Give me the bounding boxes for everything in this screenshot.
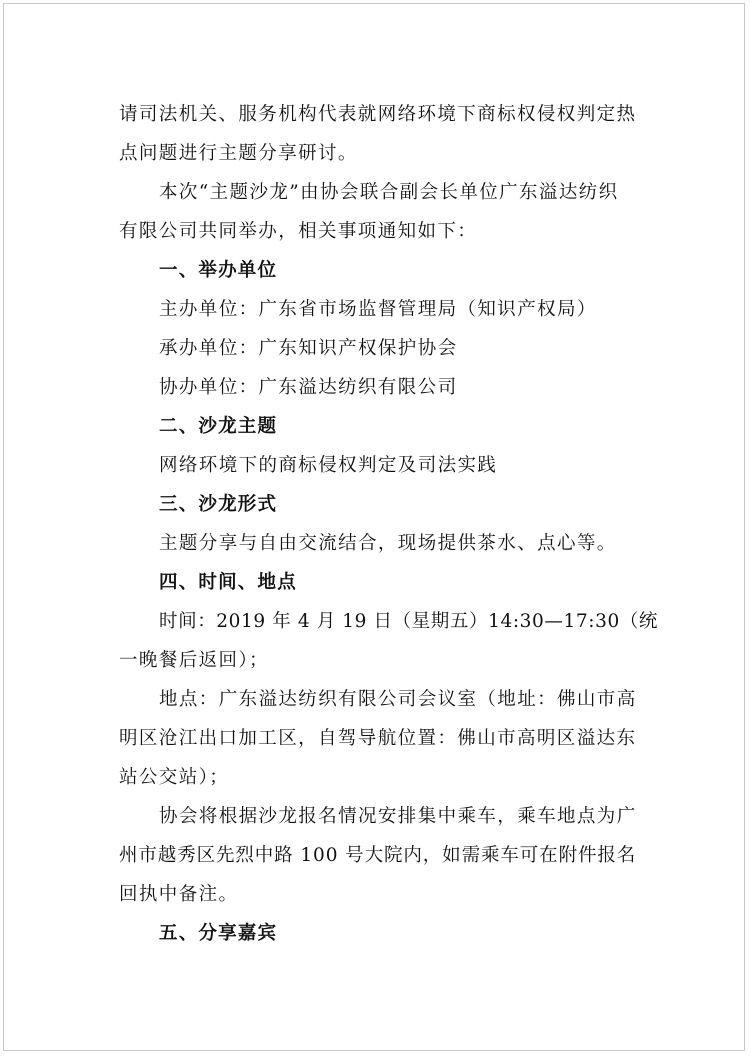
time-line-2: 一晚餐后返回）；: [119, 650, 269, 671]
section-1-heading: 一、举办单位: [159, 260, 278, 281]
co-organizer-unit: 协办单位：广东溢达纺织有限公司: [159, 377, 458, 398]
paragraph-2-line-2: 有限公司共同举办，相关事项通知如下：: [119, 221, 478, 242]
section-3-heading: 三、沙龙形式: [159, 494, 278, 515]
time-line-1: 时间：2019 年 4 月 19 日（星期五）14:30—17:30（统: [159, 611, 659, 632]
place-line-2: 明区沧江出口加工区，自驾导航位置：佛山市高明区溢达东: [119, 728, 637, 749]
salon-format-text: 主题分享与自由交流结合，现场提供茶水、点心等。: [159, 533, 617, 554]
place-line-1: 地点：广东溢达纺织有限公司会议室（地址：佛山市高: [159, 689, 637, 710]
paragraph-2-line-1: 本次“主题沙龙”由协会联合副会长单位广东溢达纺织: [159, 182, 619, 203]
bus-line-2: 州市越秀区先烈中路 100 号大院内，如需乘车可在附件报名: [119, 845, 637, 866]
host-unit: 主办单位：广东省市场监督管理局（知识产权局）: [159, 299, 597, 320]
paragraph-1-line-2: 点问题进行主题分享研讨。: [119, 143, 358, 164]
bus-line-3: 回执中备注。: [119, 884, 239, 905]
salon-theme-text: 网络环境下的商标侵权判定及司法实践: [159, 455, 498, 476]
section-4-heading: 四、时间、地点: [159, 572, 297, 593]
organizer-unit: 承办单位：广东知识产权保护协会: [159, 338, 458, 359]
bus-line-1: 协会将根据沙龙报名情况安排集中乘车，乘车地点为广: [159, 806, 637, 827]
paragraph-1-line-1: 请司法机关、服务机构代表就网络环境下商标权侵权判定热: [119, 104, 637, 125]
place-line-3: 站公交站）；: [119, 767, 230, 788]
section-5-heading: 五、分享嘉宾: [159, 923, 278, 944]
section-2-heading: 二、沙龙主题: [159, 416, 278, 437]
